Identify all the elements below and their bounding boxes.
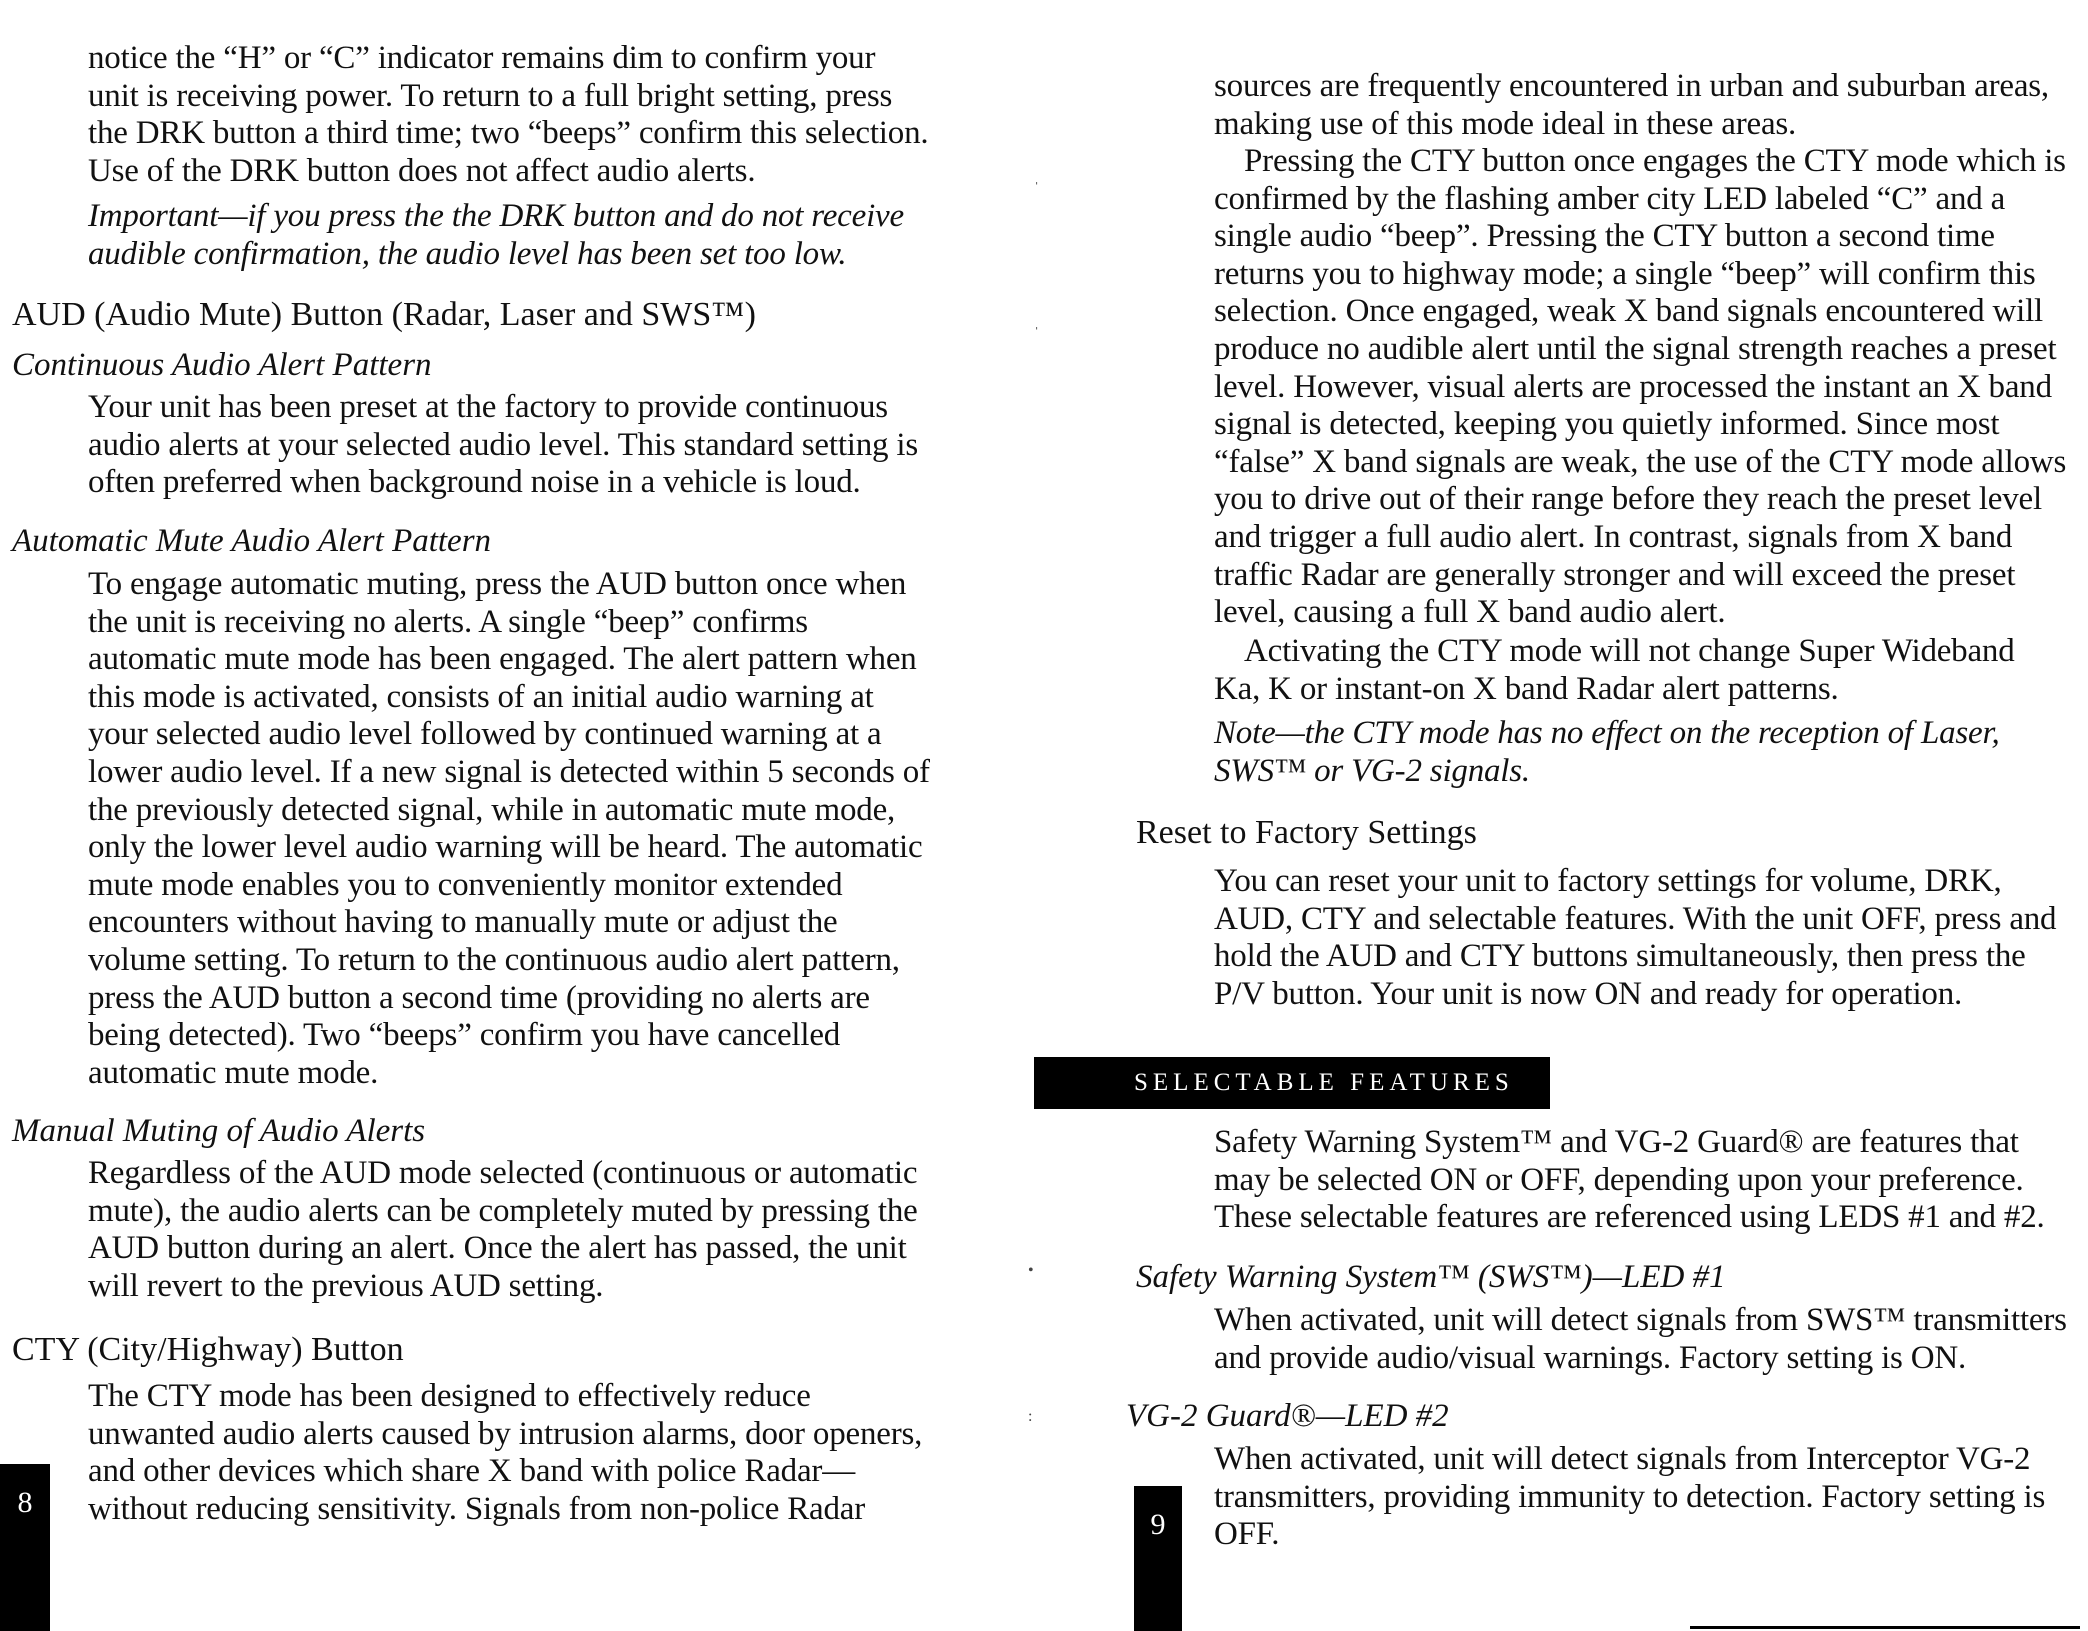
cty-continued-paragraph: sources are frequently encountered in urban and suburban areas, making use of this mode ideal in these areas. (1214, 68, 2049, 142)
reset-heading: Reset to Factory Settings (1136, 814, 1477, 851)
cty-pressing-paragraph: Pressing the CTY button once engages the CTY mode which is confirmed by the flashing amber city LED labeled “C” and a single audio “beep”. Pressing the CTY button a second time returns you to highway mode; a single “beep” will confirm this selection. Once engaged, weak X band signals encountered will produce no audible alert until the signal strength reaches a preset level. However, visual alerts are processed the instant an X band signal is detected, keeping you quietly informed. Since most “false” X band signals are weak, the use of the CTY mode allows you to drive out of their range before they reach the preset level and trigger a full audio alert. In contrast, signals from X band traffic Radar are generally stronger and will exceed the preset level, causing a full X band audio alert. (1214, 143, 2067, 631)
cty-note: Note—the CTY mode has no effect on the reception of Laser, SWS™ or VG-2 signals. (1214, 715, 2000, 789)
continuous-paragraph: Your unit has been preset at the factory to provide continuous audio alerts at your selected audio level. This standard setting is often preferred when background noise in a vehicle is loud. (88, 389, 919, 501)
continuous-subheading: Continuous Audio Alert Pattern (12, 347, 432, 383)
vg2-paragraph: When activated, unit will detect signals from Interceptor VG-2 transmitters, providing immunity to detection. Factory setting is OFF. (1214, 1441, 2046, 1553)
automatic-mute-subheading: Automatic Mute Audio Alert Pattern (12, 523, 492, 559)
cty-button-heading: CTY (City/Highway) Button (12, 1331, 404, 1368)
vg2-subheading: VG-2 Guard®—LED #2 (1126, 1398, 1449, 1434)
manual-muting-subheading: Manual Muting of Audio Alerts (12, 1113, 426, 1149)
page-number-left: 8 (0, 1464, 50, 1631)
sws-subheading: Safety Warning System™ (SWS™)—LED #1 (1136, 1259, 1726, 1295)
important-note: Important—if you press the the DRK button and do not receive audible confirmation, the audio level has been set too low. (88, 198, 904, 272)
margin-mark: ˈ (1034, 180, 1040, 197)
reset-paragraph: You can reset your unit to factory settings for volume, DRK, AUD, CTY and selectable features. With the unit OFF, press and hold the AUD and CTY buttons simultaneously, then press the P/V button. Your unit is now ON and ready for operation. (1214, 863, 2057, 1012)
page-number-right: 9 (1134, 1486, 1182, 1631)
left-page (0, 0, 1033, 1631)
bottom-rule (1690, 1626, 2080, 1629)
aud-button-heading: AUD (Audio Mute) Button (Radar, Laser and SWS™) (12, 296, 756, 333)
margin-mark: • (1028, 1262, 1034, 1279)
margin-mark: : (1028, 1408, 1033, 1425)
right-page (1030, 0, 2088, 1631)
margin-mark: ˈ (1034, 325, 1040, 342)
selectable-features-paragraph: Safety Warning System™ and VG-2 Guard® are features that may be selected ON or OFF, depending upon your preference. These selectable features are referenced using LEDS #1 and #2. (1214, 1124, 2045, 1236)
manual-muting-paragraph: Regardless of the AUD mode selected (continuous or automatic mute), the audio alerts can be completely muted by pressing the AUD button during an alert. Once the alert has passed, the unit will revert to the previous AUD setting. (88, 1155, 918, 1304)
cty-paragraph: The CTY mode has been designed to effectively reduce unwanted audio alerts caused by intrusion alarms, door openers, and other devices which share X band with police Radar—without reducing sensitivity. Signals from non-police Radar (88, 1378, 923, 1527)
activating-paragraph: Activating the CTY mode will not change Super Wideband Ka, K or instant-on X band Radar alert patterns. (1214, 633, 2015, 707)
selectable-features-banner: SELECTABLE FEATURES (1034, 1057, 1550, 1109)
automatic-mute-paragraph: To engage automatic muting, press the AUD button once when the unit is receiving no alerts. A single “beep” confirms automatic mute mode has been engaged. The alert pattern when this mode is activated, consists of an initial audio warning at your selected audio level followed by continued warning at a lower audio level. If a new signal is detected within 5 seconds of the previously detected signal, while in automatic mute mode, only the lower level audio warning will be heard. The automatic mute mode enables you to conveniently monitor extended encounters without having to manually mute or adjust the volume setting. To return to the continuous audio alert pattern, press the AUD button a second time (providing no alerts are being detected). Two “beeps” confirm you have cancelled automatic mute mode. (88, 566, 930, 1091)
sws-paragraph: When activated, unit will detect signals from SWS™ transmitters and provide audio/visual warnings. Factory setting is ON. (1214, 1302, 2067, 1376)
intro-paragraph: notice the “H” or “C” indicator remains dim to confirm your unit is receiving power. To return to a full bright setting, press the DRK button a third time; two “beeps” confirm this selection. Use of the DRK button does not affect audio alerts. (88, 40, 929, 189)
